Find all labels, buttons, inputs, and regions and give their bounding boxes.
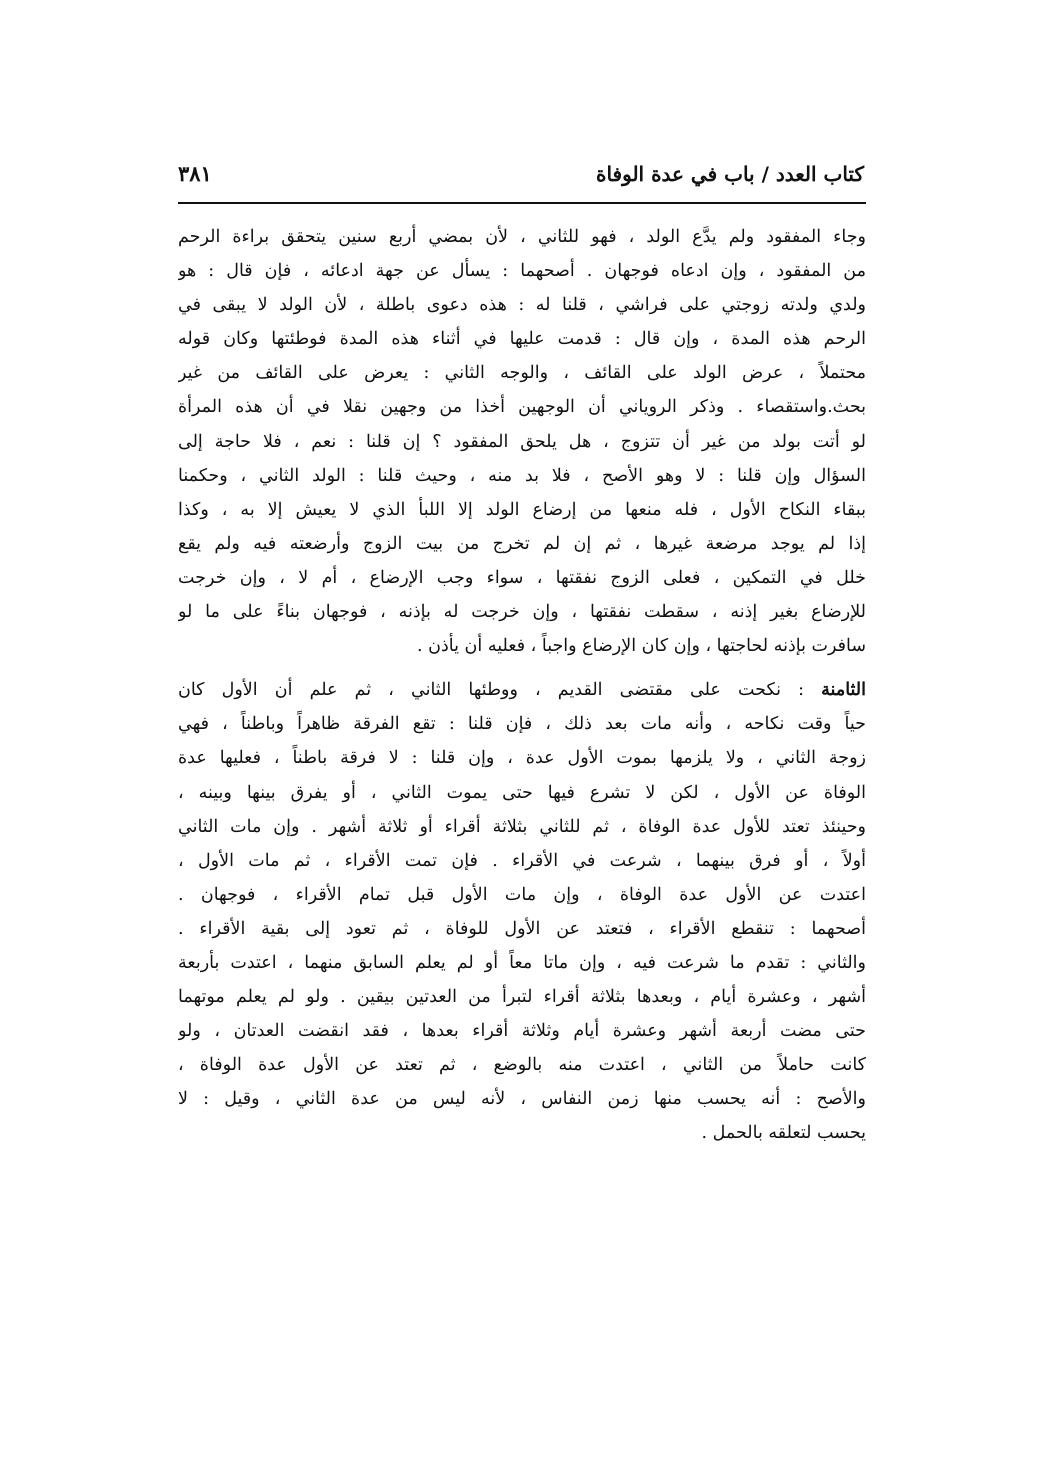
text-line: الرحم هذه المدة ، وإن قال : قدمت عليها في أثناء هذه المدة فوطئتها وكان قوله: [178, 329, 866, 350]
text-line: وجاء المفقود ولم يدَّع الولد ، فهو للثاني ، لأن بمضي أربع سنين يتحقق براءة الرحم: [178, 227, 866, 247]
text-line: من المفقود ، وإن ادعاه فوجهان . أصحهما : يسأل عن جهة ادعائه ، فإن قال : هو: [178, 261, 866, 282]
text-line: حتى مضت أربعة أشهر وعشرة أيام وثلاثة أقراء بعدها ، فقد انقضت العدتان ، ولو: [178, 1021, 866, 1042]
page-number: ٣٨١: [178, 161, 212, 186]
text-line: ولدي ولدته زوجتي على فراشي ، قلنا له : هذه دعوى باطلة ، لأن الولد لا يبقى في: [178, 295, 866, 316]
text-line: كانت حاملاً من الثاني ، اعتدت منه بالوضع ، ثم تعتد عن الأول عدة الوفاة ،: [178, 1055, 866, 1076]
paragraph-gap: [178, 663, 866, 673]
text-line: سافرت بإذنه لحاجتها ، وإن كان الإرضاع واجباً ، فعليه أن يأذن .: [417, 636, 866, 657]
text-line: والثاني : تقدم ما شرعت فيه ، وإن ماتا معاً أو لم يعلم السابق منهما ، اعتدت بأربعة: [178, 952, 866, 973]
paragraph-2: [178, 673, 866, 1150]
text-line: بحث.واستقصاء . وذكر الروياني أن الوجهين أخذا من وجهين نقلا في أن هذه المرأة: [178, 397, 866, 418]
text-line: والأصح : أنه يحسب منها زمن النفاس ، لأنه ليس من عدة الثاني ، وقيل : لا: [178, 1089, 866, 1110]
text-line: أولاً ، أو فرق بينهما ، شرعت في الأقراء . فإن تمت الأقراء ، ثم مات الأول ،: [178, 850, 866, 871]
body-text: [178, 220, 866, 1151]
text-line: زوجة الثاني ، ولا يلزمها بموت الأول عدة ، وإن قلنا : لا فرقة باطناً ، فعليها عدة: [178, 748, 866, 769]
text-line: خلل في التمكين ، فعلى الزوج نفقتها ، سواء وجب الإرضاع ، أم لا ، وإن خرجت: [178, 567, 866, 588]
text-line: [178, 673, 866, 707]
text-line: حياً وقت نكاحه ، وأنه مات بعد ذلك ، فإن قلنا : تقع الفرقة ظاهراً وباطناً ، فهي: [178, 714, 866, 735]
running-title: كتاب العدد / باب في عدة الوفاة: [595, 162, 864, 186]
text-line: إذا لم يوجد مرضعة غيرها ، ثم إن لم تخرج من بيت الزوج وأرضعته فيه ولم يقع: [178, 533, 866, 554]
running-header: [178, 156, 864, 192]
text-line: محتملاً ، عرض الولد على القائف ، والوجه الثاني : يعرض على القائف من غير: [178, 363, 866, 384]
paragraph-lead: الثامنة: [821, 680, 866, 701]
text-line: أصحهما : تنقطع الأقراء ، فتعتد عن الأول للوفاة ، ثم تعود إلى بقية الأقراء .: [178, 918, 866, 939]
text-line: يحسب لتعلقه بالحمل .: [701, 1123, 866, 1144]
text-line-rest: : نكحت على مقتضى القديم ، ووطئها الثاني ، ثم علم أن الأول كان: [178, 680, 822, 701]
text-line: أشهر ، وعشرة أيام ، وبعدها بثلاثة أقراء لتبرأ من العدتين بيقين . ولو لم يعلم موتهما: [178, 987, 866, 1008]
text-line: اعتدت عن الأول عدة الوفاة ، وإن مات الأول قبل تمام الأقراء ، فوجهان .: [178, 884, 866, 905]
text-line: لو أتت بولد من غير أن تتزوج ، هل يلحق المفقود ؟ إن قلنا : نعم ، فلا حاجة إلى: [178, 431, 866, 452]
text-line: السؤال وإن قلنا : لا وهو الأصح ، فلا بد منه ، وحيث قلنا : الولد الثاني ، وحكمنا: [178, 465, 866, 486]
text-line: وحينئذ تعتد للأول عدة الوفاة ، ثم للثاني بثلاثة أقراء أو ثلاثة أشهر . وإن مات الثاني: [178, 816, 866, 837]
paragraph-1: [178, 220, 866, 663]
text-line: للإرضاع بغير إذنه ، سقطت نفقتها ، وإن خرجت له بإذنه ، فوجهان بناءً على ما لو: [178, 602, 866, 623]
text-line: ببقاء النكاح الأول ، فله منعها من إرضاع الولد إلا اللبأ الذي لا يعيش إلا به ، وكذا: [178, 499, 866, 520]
header-rule: [178, 202, 866, 204]
text-line: الوفاة عن الأول ، لكن لا تشرع فيها حتى يموت الثاني ، أو يفرق بينها وبينه ،: [178, 782, 866, 803]
